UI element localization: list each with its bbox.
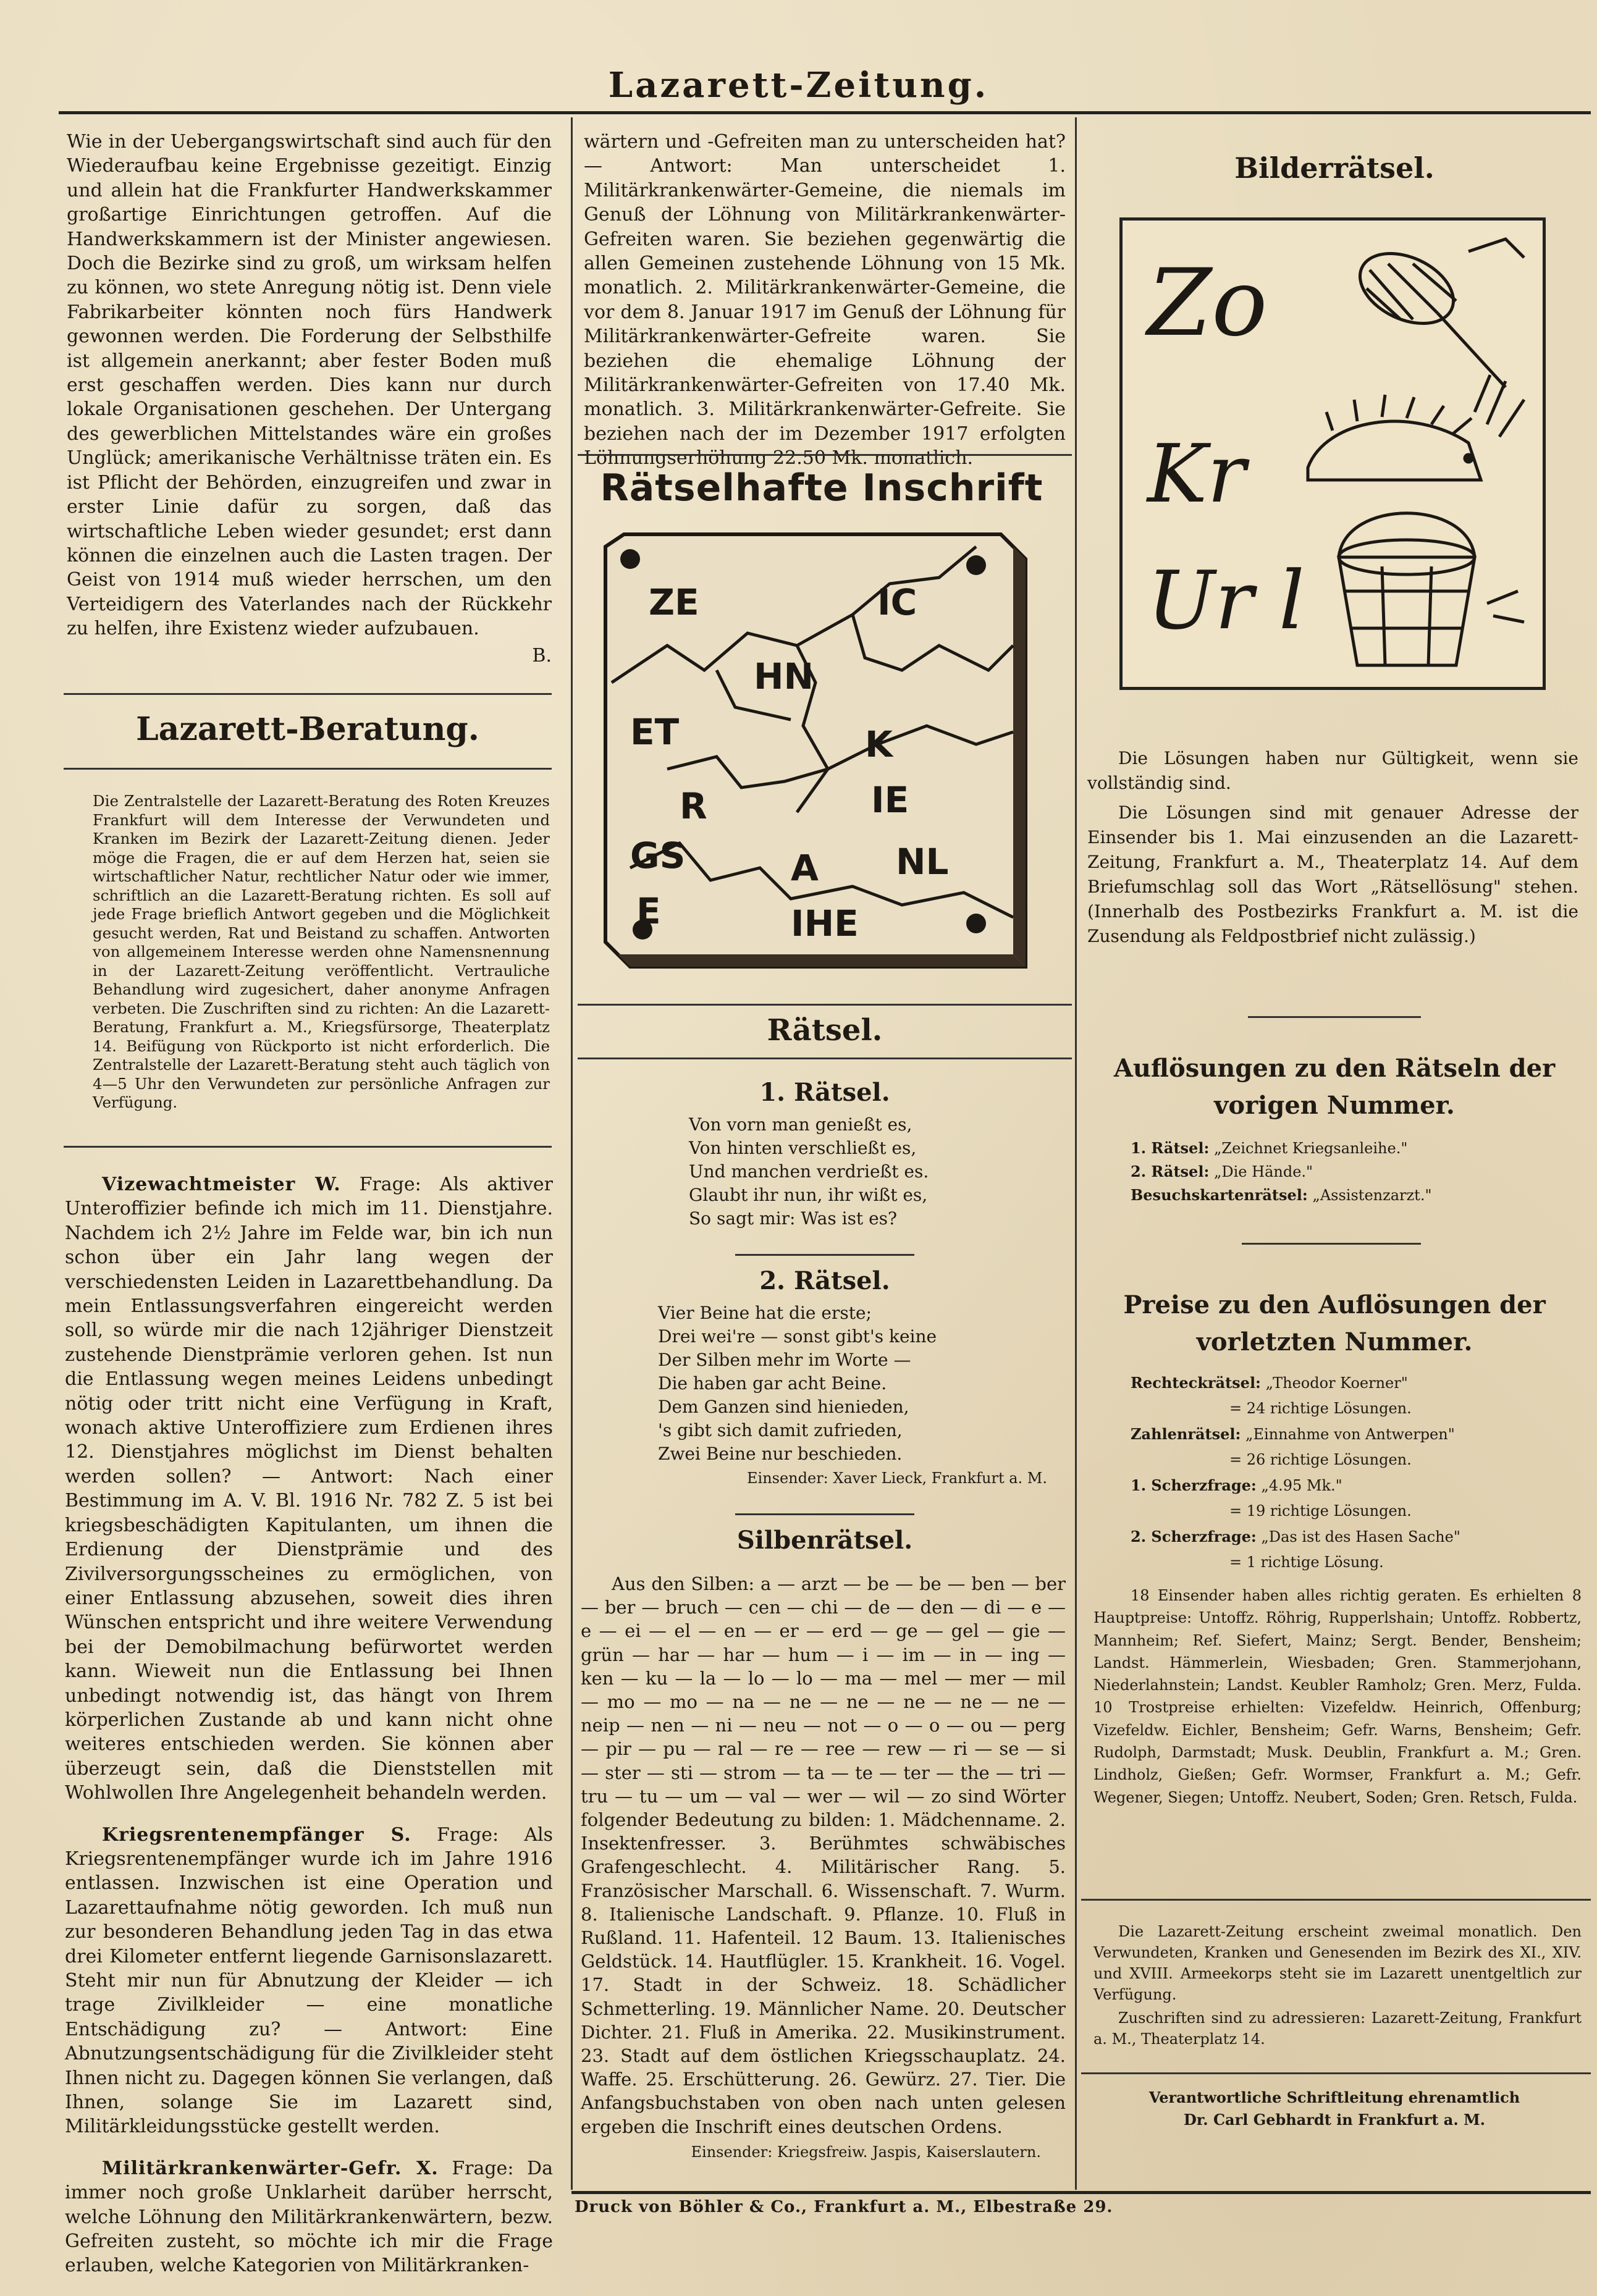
inscription-fragment: A (791, 847, 819, 889)
solution-label: 2. Rätsel: (1131, 1163, 1210, 1180)
butterfly-net-icon (1349, 239, 1524, 387)
column-divider-1 (571, 117, 573, 2190)
poem-line: Vier Beine hat die erste; (658, 1303, 872, 1323)
col2-rule-2 (578, 1004, 1072, 1006)
inscription-fragment: R (680, 785, 707, 827)
inscription-fragment: NL (896, 841, 949, 883)
question-2-text: Frage: Als Kriegsrentenempfänger wurde ich im Jahre 1916 entlassen. Inzwischen ist eine Operation und Lazarettaufnahme nötig geworden. Ich muß nun zur besonderen Behandlung jeden Tag in das etwa drei Kilometer entfernt liegende Garnisonslazarett. Steht mir nun für Abnutzung der Kleider — ich trage Zivilkleider — eine monatliche Entschädigung zu? — Antwort: Eine Abnutzungsentschädigung für die Zivilkleider steht Ihnen nicht zu. Dagegen können Sie verlangen, daß Ihnen, solange Sie im Lazarett sind, Militärkleidungsstücke gestellt werden. (65, 1823, 553, 2138)
inscription-stone (593, 522, 1050, 991)
prize-item (1131, 1370, 1575, 1396)
poem-line: Und manchen verdrießt es. (689, 1161, 929, 1182)
question-3-text: Frage: Da immer noch große Unklarheit darüber herrscht, welche Löhnung den Militärkrankenwärtern, bezw. Gefreiten zusteht, so möchte ich mir die Frage erlauben, welche Kategorien von Militärkranken- (65, 2157, 553, 2277)
solution-value: „Die Hände." (1213, 1163, 1313, 1180)
inscription-fragment: IE (871, 779, 909, 821)
preise-list (1131, 1370, 1575, 1575)
inscription-fragment: IHE (791, 902, 859, 944)
picture-puzzle (1123, 221, 1543, 687)
inscription-fragment: ET (630, 711, 680, 753)
prize-count: = 26 richtige Lösungen. (1229, 1451, 1412, 1468)
poem-line: Von vorn man genießt es, (689, 1114, 912, 1135)
silben-raetsel (581, 1572, 1066, 2161)
bucket-icon (1339, 513, 1524, 665)
column-divider-2 (1075, 117, 1077, 2190)
hedgehog-icon (1308, 375, 1524, 480)
winners (1093, 1584, 1582, 1809)
riddle-2-title: 2. Rätsel. (759, 1266, 890, 1295)
prize-value: „4.95 Mk." (1261, 1477, 1342, 1494)
question-2 (65, 1823, 553, 2139)
col2-rule-3 (578, 1058, 1072, 1059)
question-3 (65, 2156, 553, 2278)
preise-heading: Preise zu den Auflösungen der vorletzten Nummer. (1123, 1290, 1546, 1356)
intro-article: Wie in der Uebergangswirtschaft sind auch für den Wiederaufbau keine Ergebnisse gezeitigt. Einzig und allein hat die Frankfurter Handwerkskammer großartige Einrichtungen getroffen. Auf die Handwerkskammern ist der Minister angewiesen. Doch die Bezirke sind zu groß, um wirksam helfen zu können, wo stete Anregung nötig ist. Denn viele Fabrikarbeiter könnten noch fürs Handwerk gewonnen werden. Die Forderung der Selbsthilfe ist allgemein anerkannt; aber fester Boden muß erst geschaffen werden. Dies kann nur durch lokale Organisationen geschehen. Der Untergang des gewerblichen Mittelstandes wäre ein großes Unglück; amerikanische Verhältnisse träten ein. Es ist Pflicht der Behörden, einzugreifen und zwar in erster Linie dafür zu sorgen, daß das wirtschaftliche Leben wieder gesundet; erst dann können die einzelnen auch die Lasten tragen. Der Geist von 1914 muß wieder herrschen, um den Verteidigern des Vaterlandes nach der Rückkehr zu helfen, ihre Existenz wieder aufzubauen. (67, 131, 552, 640)
qa-section (65, 1172, 553, 2278)
poem-line: Von hinten verschließt es, (689, 1138, 917, 1158)
publication-info (1093, 1921, 1582, 2050)
prize-item (1131, 1473, 1575, 1499)
prize-label: Rechteckrätsel: (1131, 1374, 1261, 1392)
prize-value: „Einnahme von Antwerpen" (1245, 1426, 1455, 1443)
inscription-fragment: K (865, 723, 893, 765)
silben-text: Aus den Silben: a — arzt — be — be — ben — ber — ber — bruch — cen — chi — de — den — di — e — e — ei — el — en — er — erd — ge — gel — gie — grün — har — har — hum — i — im — in — ing — ken — ku — la — lo — lo — ma — mel — mer — mil — mo — mo — na — ne — ne — ne — ne — ne — neip — nen — ni — neu — not — o — o — ou — perg — pir — pu — ral — re — ree — rew — ri — se — si — ster — sti — strom — ta — te — ter — the — tri — tru — tu — um — val — wer — wil — zo sind Wörter folgender Bedeutung zu bilden: 1. Mädchenname. 2. Insektenfresser. 3. Berühmtes schwäbisches Grafengeschlecht. 4. Militärischer Rang. 5. Französischer Marschall. 6. Wissenschaft. 7. Wurm. 8. Italienische Landschaft. 9. Pflanze. 10. Fluß in Rußland. 11. Hafenteil. 12 Baum. 13. Italienisches Geldstück. 14. Hautflügler. 15. Krankheit. 16. Vogel. 17. Stadt in der Schweiz. 18. Schädlicher Schmetterling. 19. Männlicher Name. 20. Deutscher Dichter. 21. Fluß in Amerika. 22. Musikinstrument. 23. Stadt auf dem östlichen Kriegsschauplatz. 24. Waffe. 25. Erschütterung. 26. Gewürz. 27. Tier. Die Anfangsbuchstaben von oben nach unten gelesen ergeben die Inschrift eines deutschen Ordens. (581, 1573, 1066, 2137)
poem-line: Glaubt ihr nun, ihr wißt es, (689, 1185, 928, 1205)
editor-line: Verantwortliche Schriftleitung ehrenamtlich (1148, 2088, 1520, 2106)
masthead-rule (59, 111, 1591, 114)
col3-separator-1 (1248, 1016, 1421, 1018)
prize-count: = 1 richtige Lösung. (1229, 1554, 1384, 1571)
poem-line: 's gibt sich damit zufrieden, (658, 1420, 903, 1440)
poem-line: Zwei Beine nur beschieden. (658, 1444, 903, 1464)
inscription-fragment: ZE (649, 581, 699, 623)
inscription-puzzle (593, 466, 1050, 991)
col3-rule-2 (1081, 2072, 1591, 2074)
aufloesungen-list (1131, 1137, 1575, 1207)
riddle-1-poem (689, 1113, 1072, 1230)
winners-text: 18 Einsender haben alles richtig geraten. Es erhielten 8 Hauptpreise: Untoffz. Röhrig, Rupperlshain; Untoffz. Robbertz, Mannheim; Ref. Siefert, Mainz; Sergt. Bender, Bensheim; Landst. Hämmerlein, Wiesbaden; Gren. Stammerjohann, Niederlahnstein; Landst. Keubler Ramholz; Gren. Merz, Fulda. 10 Trostpreise erhielten: Vizefeldw. Heinrich, Offenburg; Vizefeldw. Eichler, Bensheim; Gefr. Warns, Bensheim; Gefr. Rudolph, Darmstadt; Musk. Deublin, Frankfurt a. M.; Gren. Lindholz, Gießen; Gefr. Wormser, Frankfurt a. M.; Gefr. Wegener, Siegen; Untoffz. Neubert, Soden; Gren. Retsch, Fulda. (1093, 1587, 1582, 1806)
col1-rule-2 (64, 768, 552, 770)
silben-heading: Silbenrätsel. (736, 1526, 913, 1555)
bilder-heading: Bilderrätsel. (1234, 151, 1435, 185)
silben-sender: Einsender: Kriegsfreiw. Jaspis, Kaiserslautern. (691, 2143, 1041, 2161)
prize-item (1131, 1421, 1575, 1447)
column-2 (584, 130, 1066, 471)
solution-value: „Zeichnet Kriegsanleihe." (1213, 1140, 1408, 1157)
masthead: Lazarett-Zeitung. (608, 65, 989, 106)
riddle-1 (578, 1078, 1072, 1230)
prize-count: = 24 richtige Lösungen. (1229, 1400, 1412, 1417)
riddle-2-sender: Einsender: Xaver Lieck, Frankfurt a. M. (747, 1470, 1047, 1487)
solution-item (1131, 1160, 1575, 1184)
riddle-separator (735, 1254, 914, 1256)
bilder-submission-text: Die Lösungen sind mit genauer Adresse der Einsender bis 1. Mai einzusenden an die Lazarett-Zeitung, Frankfurt a. M., Theaterplatz 14. Auf dem Briefumschlag soll das Wort „Rätsellösung" stehen. (Innerhalb des Postbezirks Frankfurt a. M. ist die Zusendung als Feldpostbrief nicht zulässig.) (1087, 802, 1578, 946)
poem-line: Drei wei're — sonst gibt's keine (658, 1326, 937, 1347)
silben-separator (735, 1513, 914, 1515)
question-1-text: Frage: Als aktiver Unteroffizier befinde ich mich im 11. Dienstjahre. Nachdem ich 2½ Jahre im Felde war, bin ich nun schon über ein Jahr lang wegen der verschiedensten Leiden in Lazarettbehandlung. Da mein Entlassungsverfahren eingereicht werden soll, so würde mir die nach 12jähriger Dienstzeit zustehende Dienstprämie verloren gehen. Ist nun die Entlassung wegen meines Leidens unbedingt nötig oder tritt nicht eine Verfügung in Kraft, wonach aktive Unteroffiziere zum Erdienen ihres 12. Dienstjahres möglichst im Dienst behalten werden sollen? — Antwort: Nach einer Bestimmung im A. V. Bl. 1916 Nr. 782 Z. 5 ist bei kriegsbeschädigten Kapitulanten, um ihnen die Erdienung der Dienstprämie und des Zivilversorgungsscheines zu ermöglichen, von einer Entlassung abzusehen, soweit dies ihren Wünschen entspricht und ihre weitere Verwendung bei der Demobilmachung befürwortet werden kann. Wieweit nun die Entlassung bei Ihnen unbedingt notwendig ist, das hängt von Ihrem körperlichen Zustande ab und kann nicht ohne weiteres entschieden werden. Sie können aber überzeugt sein, daß die Dienststellen mit Wohlwollen Ihre Angelegenheit behandeln werden. (65, 1174, 554, 1804)
col2-rule-1 (578, 454, 1072, 456)
inscription-fragment: GS (630, 835, 686, 877)
prize-label: 1. Scherzfrage: (1131, 1476, 1257, 1494)
col1-rule-1 (64, 693, 552, 695)
riddle-2 (578, 1266, 1072, 1487)
bilder-conditions-text: Die Lösungen haben nur Gültigkeit, wenn sie vollständig sind. (1087, 748, 1578, 793)
question-3-name: Militärkrankenwärter-Gefr. X. (102, 2157, 439, 2179)
lazarett-notice (93, 792, 550, 1112)
answer-continuation: wärtern und -Gefreiten man zu unterscheiden hat? — Antwort: Man unterscheidet 1. Militärkrankenwärter-Gemeine, die niemals im Genuß der Löhnung von Militärkrankenwärter-Gefreiten waren. Sie beziehen gegenwärtig die allen Gemeinen zustehende Löhnung von 15 Mk. monatlich. 2. Militärkrankenwärter-Gemeine, die vor dem 8. Januar 1917 im Genuß der Löhnung für Militärkrankenwärter-Gefreite waren. Sie beziehen die ehemalige Löhnung der Militärkrankenwärter-Gefreiten von 17.40 Mk. monatlich. 3. Militärkrankenwärter-Gefreite. Sie beziehen nach der im Dezember 1917 erfolgten Löhnungserhöhung 22.50 Mk. monatlich. (584, 131, 1066, 469)
prize-value: „Theodor Koerner" (1265, 1374, 1408, 1392)
question-2-name: Kriegsrentenempfänger S. (102, 1823, 411, 1846)
intro-signature: B. (532, 644, 552, 667)
col3-separator-2 (1242, 1243, 1421, 1245)
poem-line: So sagt mir: Was ist es? (689, 1208, 898, 1229)
lazarett-notice-text: Die Zentralstelle der Lazarett-Beratung des Roten Kreuzes Frankfurt will dem Interesse der Verwundeten und Kranken im Bezirk der Lazarett-Zeitung dienen. Jeder möge die Fragen, die er auf dem Herzen hat, seien sie wirtschaftlicher Natur, rechtlicher Natur oder wie immer, schriftlich an die Lazarett-Beratung richten. Es soll auf jede Frage brieflich Antwort gegeben und die Möglichkeit gesucht werden, Rat und Beistand zu schaffen. Antworten von allgemeinem Interesse werden ohne Namensnennung in der Lazarett-Zeitung veröffentlicht. Vertrauliche Behandlung wird zugesichert, daher anonyme Anfragen verbeten. Die Zuschriften sind zu richten: An die Lazarett-Beratung, Frankfurt a. M., Kriegsfürsorge, Theaterplatz 14. Beifügung von Rückporto ist nicht erforderlich. Die Zentralstelle der Lazarett-Beratung steht auch täglich von 4—5 Uhr den Verwundeten zur persönliche Anfragen zur Verfügung. (93, 792, 550, 1111)
rebus-text: Kr (1147, 427, 1246, 521)
publication-address: Zuschriften sind zu adressieren: Lazarett-Zeitung, Frankfurt a. M., Theaterplatz 14. (1093, 2009, 1582, 2048)
inscription-fragment: IC (877, 581, 917, 623)
printer-footer: Druck von Böhler & Co., Frankfurt a. M., Elbestraße 29. (575, 2198, 1113, 2216)
poem-line: Der Silben mehr im Worte — (658, 1350, 911, 1370)
lazarett-heading: Lazarett-Beratung. (136, 710, 479, 748)
riddle-1-title: 1. Rätsel. (759, 1078, 890, 1107)
publication-text: Die Lazarett-Zeitung erscheint zweimal monatlich. Den Verwundeten, Kranken und Genesenden im Bezirk des XI., XIV. und XVIII. Armeekorps steht sie im Lazarett unentgeltlich zur Verfügung. (1093, 1923, 1582, 2003)
question-1-name: Vizewachtmeister W. (102, 1174, 341, 1195)
prize-value: „Das ist des Hasen Sache" (1261, 1528, 1460, 1545)
inscription-fragment: HN (754, 655, 814, 697)
prize-count: = 19 richtige Lösungen. (1229, 1502, 1412, 1520)
prize-label: Zahlenrätsel: (1131, 1425, 1241, 1443)
editor-line: Dr. Carl Gebhardt in Frankfurt a. M. (1183, 2111, 1485, 2129)
solution-label: Besuchskartenrätsel: (1131, 1186, 1308, 1204)
solution-item (1131, 1137, 1575, 1160)
riddle-2-poem (658, 1301, 1072, 1466)
col1-rule-3 (64, 1146, 552, 1148)
col3-rule-1 (1081, 1899, 1591, 1901)
rebus-text: Ur l (1147, 553, 1305, 647)
prize-item (1131, 1524, 1575, 1550)
column-1 (67, 130, 552, 667)
solution-label: 1. Rätsel: (1131, 1139, 1210, 1157)
bottom-rule (571, 2191, 1591, 2194)
prize-label: 2. Scherzfrage: (1131, 1528, 1257, 1545)
inscription-title: Rätselhafte Inschrift (600, 466, 1043, 510)
raetsel-heading: Rätsel. (767, 1013, 883, 1048)
solution-value: „Assistenzarzt." (1312, 1187, 1432, 1204)
bilder-conditions (1087, 746, 1578, 949)
question-1 (65, 1172, 553, 1806)
aufloesungen-heading: Auflösungen zu den Rätseln der vorigen Nummer. (1113, 1054, 1556, 1120)
solution-item (1131, 1184, 1575, 1207)
inscription-fragment: E (636, 890, 661, 932)
poem-line: Die haben gar acht Beine. (658, 1373, 887, 1394)
editor-credit (1087, 2087, 1582, 2131)
rebus-text: Zo (1147, 250, 1268, 357)
poem-line: Dem Ganzen sind hienieden, (658, 1397, 909, 1417)
picture-puzzle-frame (1119, 217, 1546, 690)
